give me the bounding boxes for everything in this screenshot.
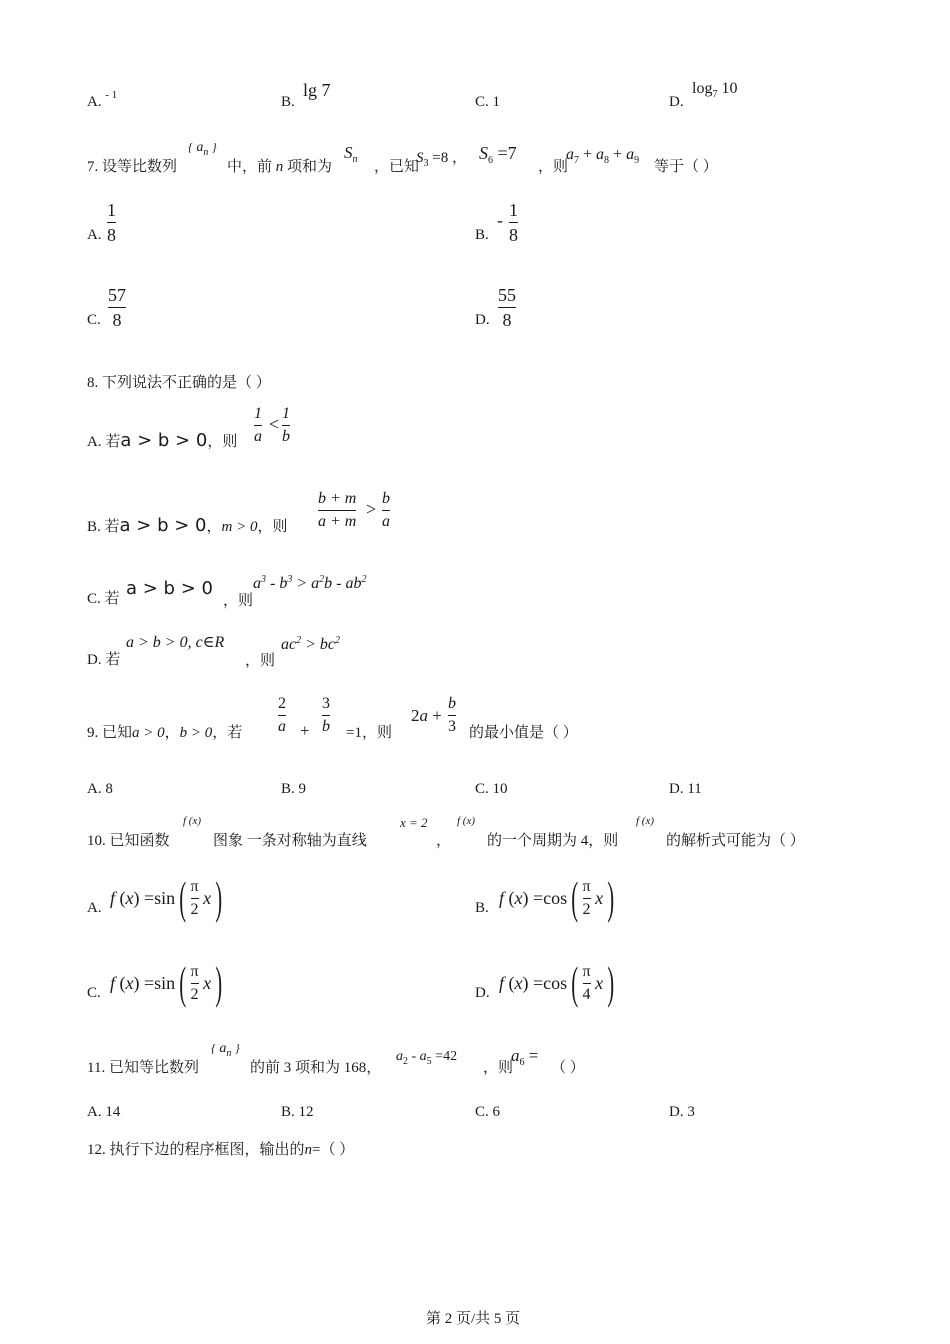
q8-option-b: B. 若a > b > 0，m > 0，则 — [87, 515, 288, 536]
q9-eq1: =1，则 — [346, 725, 392, 741]
q9-option-b: B. 9 — [281, 781, 307, 797]
q8-option-c: C. 若 — [87, 591, 120, 607]
q8-option-c-cond: a > b > 0 — [126, 578, 213, 599]
option-label: B. — [281, 94, 295, 110]
option-label: C. — [475, 94, 489, 110]
q7-sum: $a_7 + a_8 + a_9$ — [566, 146, 640, 166]
q11-ask: （ ） — [551, 1060, 585, 1076]
q7-stem: 7. 设等比数列 — [87, 159, 178, 175]
q10-option-d-expr: f ( x ) = cos ( $\frac{\pi}{4}$ x ) — [499, 957, 615, 1008]
page-number: 第 2 页/共 5 页 — [426, 1311, 521, 1327]
q7-option-b-fraction: 1 8 — [509, 200, 518, 245]
q10-option-b-label: B. — [475, 900, 489, 916]
q9-ask: 的最小值是（ ） — [469, 725, 578, 741]
q7-option-d-label: D. — [475, 312, 490, 328]
option-value: 1 — [492, 94, 501, 110]
q10-option-c-expr: f ( x ) = sin ( $\frac{\pi}{2}$ x ) — [110, 957, 223, 1008]
q6-option-a — [87, 89, 118, 111]
q6-option-b — [281, 94, 295, 111]
q8-stem: 8. 下列说法不正确的是（ ） — [87, 375, 271, 391]
q7-then: ，则 — [538, 159, 569, 175]
q10-stem-2: 图象 一条对称轴为直线 — [213, 833, 367, 849]
q8-option-a: A. 若a > b > 0，则 — [87, 430, 238, 451]
q8-option-b-frac2: b a — [382, 490, 390, 530]
q9-plus: + — [300, 721, 310, 740]
q8-option-b-gt: > — [366, 499, 377, 519]
q10-option-b-expr: f ( x ) = cos ( $\frac{\pi}{2}$ x ) — [499, 872, 615, 923]
q11-a6: $a_6$ = — [511, 1046, 539, 1068]
q10-xeq: x = 2 — [400, 815, 428, 830]
q11-option-a: A. 14 — [87, 1104, 121, 1120]
q8-option-a-frac1: 1 a — [254, 405, 262, 445]
q7-sn: $S_n$ — [344, 143, 358, 165]
q10-option-a-expr: f ( x ) = sin ( $\frac{\pi}{2}$ x ) — [110, 872, 223, 923]
q11-diff: $a_2 - a_5 =42$ — [396, 1049, 458, 1067]
q11-stem-2: 的前 3 项和为 168， — [250, 1060, 382, 1076]
q10-option-d-label: D. — [475, 985, 490, 1001]
q6-option-b-value: lg 7 — [303, 80, 331, 100]
q11-option-d: D. 3 — [669, 1104, 695, 1120]
q12-stem: 12. 执行下边的程序框图，输出的n=（ ） — [87, 1142, 355, 1158]
q8-option-d-expr: $ac^2 > bc^2$ — [281, 635, 341, 653]
q9-option-a: A. 8 — [87, 781, 113, 797]
q9-frac-b3: b 3 — [448, 695, 456, 735]
q6-option-d-value: $\log_7 10$ — [692, 80, 738, 100]
option-value: - 1 — [105, 89, 118, 101]
q7-option-a-fraction: 1 8 — [107, 200, 116, 245]
q8-option-d: D. 若 — [87, 652, 121, 668]
q7-ask: 等于（ ） — [654, 159, 718, 175]
q9-frac-3b: 3 b — [322, 695, 330, 735]
q11-then: ，则 — [483, 1060, 514, 1076]
q7-s3: $S_3 =8$ ， — [416, 150, 467, 169]
q6-option-d — [669, 94, 684, 111]
q8-option-d-cond: a > b > 0, c∈R — [126, 634, 225, 651]
q10-stem-3: 的一个周期为 4，则 — [487, 833, 619, 849]
q8-option-a-lt: < — [269, 414, 280, 434]
q10-fx-2: f (x) — [457, 815, 476, 827]
q10-fx-3: f (x) — [636, 815, 655, 827]
q10-option-a-label: A. — [87, 900, 102, 916]
q7-option-d-fraction: 55 8 — [498, 285, 516, 330]
q11-option-b: B. 12 — [281, 1104, 314, 1120]
option-label: A. — [87, 94, 102, 110]
q7-option-a-label: A. — [87, 227, 102, 243]
q10-stem-1: 10. 已知函数 — [87, 833, 170, 849]
q9-expr: 2a + — [411, 706, 442, 725]
q7-given: ，已知 — [374, 159, 420, 175]
q6-option-c — [475, 94, 500, 111]
q7-s6: $S_6 =7$ — [479, 143, 517, 166]
q8-option-d-then: ，则 — [245, 653, 276, 669]
q9-stem: 9. 已知a > 0，b > 0，若 — [87, 725, 243, 741]
q7-option-b-label: B. — [475, 227, 489, 243]
q10-fx-1: f (x) — [183, 815, 202, 827]
q7-option-c-fraction: 57 8 — [108, 285, 126, 330]
q11-sequence-an: { $a_n$ } — [211, 1041, 240, 1059]
q7-option-c-label: C. — [87, 312, 101, 328]
q10-stem-4: 的解析式可能为（ ） — [666, 833, 805, 849]
option-label: D. — [669, 94, 684, 110]
q11-option-c: C. 6 — [475, 1104, 501, 1120]
q10-comma: ， — [436, 833, 452, 849]
q9-option-c: C. 10 — [475, 781, 508, 797]
q9-option-d: D. 11 — [669, 781, 702, 797]
q8-option-a-frac2: 1 b — [282, 405, 290, 445]
q8-option-c-then: ，则 — [223, 593, 254, 609]
q8-option-c-expr: $a^3 - b^3 > a^2b - ab^2$ — [253, 574, 367, 592]
q9-frac-2a: 2 a — [278, 695, 286, 735]
q7-sequence-an: { $a_n$ } — [188, 140, 217, 158]
q10-option-c-label: C. — [87, 985, 101, 1001]
q11-stem-1: 11. 已知等比数列 — [87, 1060, 199, 1076]
q7-option-b-sign: - — [497, 210, 503, 230]
q7-stem-2: 中，前 n 项和为 — [227, 159, 333, 175]
q8-option-b-frac1: b + m a + m — [318, 490, 357, 530]
